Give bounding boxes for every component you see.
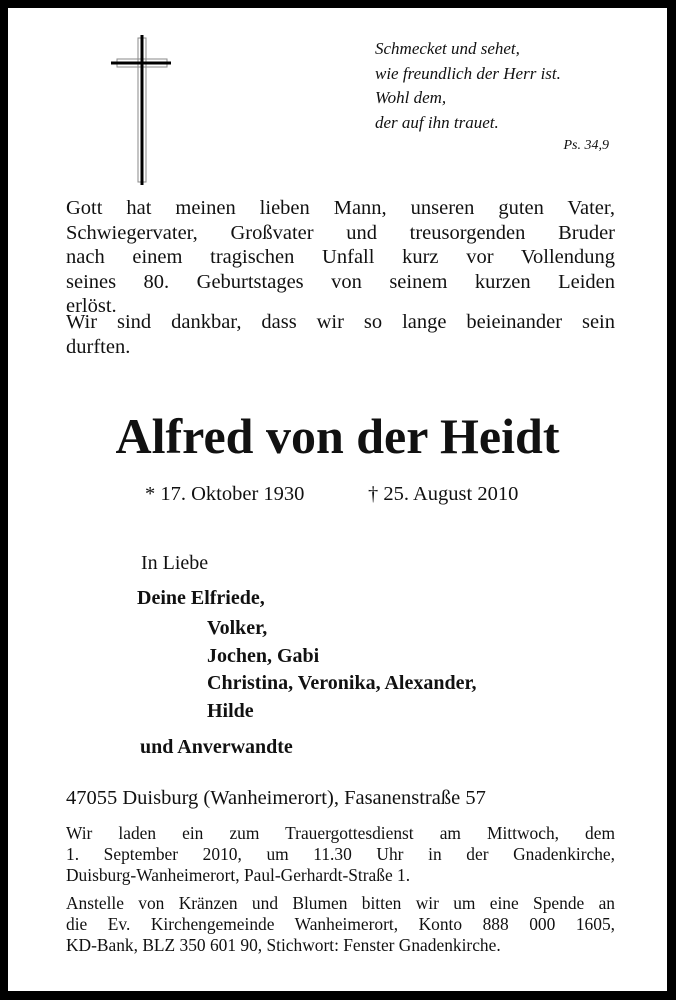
text-line: erlöst. (66, 295, 117, 317)
cross-icon (111, 35, 171, 185)
text-line: nach einem tragischen Unfall kurz vor Vollendung (66, 246, 615, 268)
verse-line: wie freundlich der Herr ist. (375, 63, 561, 83)
service-notice (66, 823, 615, 886)
relatives-label: und Anverwandte (140, 736, 293, 758)
family-line: Christina, Veronika, Alexander, (207, 672, 477, 694)
donation-notice (66, 893, 615, 956)
text-line: KD-Bank, BLZ 350 601 90, Stichwort: Fenster Gnadenkirche. (66, 935, 501, 955)
family-line: Hilde (207, 699, 254, 722)
text-line: durften. (66, 335, 131, 358)
deceased-name: Alfred von der Heidt (115, 408, 560, 464)
family-line: Volker, (207, 617, 268, 639)
verse-line: Schmecket und sehet, (375, 39, 520, 58)
mourners-list (137, 584, 477, 761)
text-line: Gott hat meinen lieben Mann, unseren guten Vater, (66, 197, 615, 219)
verse-line: Wohl dem, (375, 88, 447, 107)
text-line: seines 80. Geburtstages von seinem kurzen Leiden (66, 270, 615, 293)
birth-date: * 17. Oktober 1930 (145, 483, 305, 505)
verse-line: der auf ihn trauet. (375, 112, 499, 132)
text-line: Duisburg-Wanheimerort, Paul-Gerhardt-Straße 1. (66, 865, 411, 885)
verse-reference: Ps. 34,9 (563, 138, 609, 153)
spouse-name: Deine Elfriede, (137, 587, 265, 609)
obituary-notice (8, 8, 667, 991)
family-names (137, 615, 477, 725)
death-date: † 25. August 2010 (368, 483, 519, 505)
text-line: Wir sind dankbar, dass wir so lange beieinander sein (66, 311, 615, 333)
family-line: Jochen, Gabi (207, 644, 320, 667)
text-line: Wir laden ein zum Trauergottesdienst am Mittwoch, dem (66, 823, 615, 843)
text-line: Schwiegervater, Großvater und treusorgenden Bruder (66, 221, 615, 244)
in-love-label: In Liebe (141, 552, 209, 574)
bible-verse (375, 37, 635, 157)
gratitude-paragraph (66, 310, 615, 359)
family-address: 47055 Duisburg (Wanheimerort), Fasanenstraße 57 (66, 787, 486, 809)
intro-paragraph (66, 196, 615, 319)
text-line: 1. September 2010, um 11.30 Uhr in der Gnadenkirche, (66, 844, 615, 864)
text-line: Anstelle von Kränzen und Blumen bitten wir um eine Spende an (66, 893, 615, 913)
text-line: die Ev. Kirchengemeinde Wanheimerort, Konto 888 000 1605, (66, 914, 615, 934)
